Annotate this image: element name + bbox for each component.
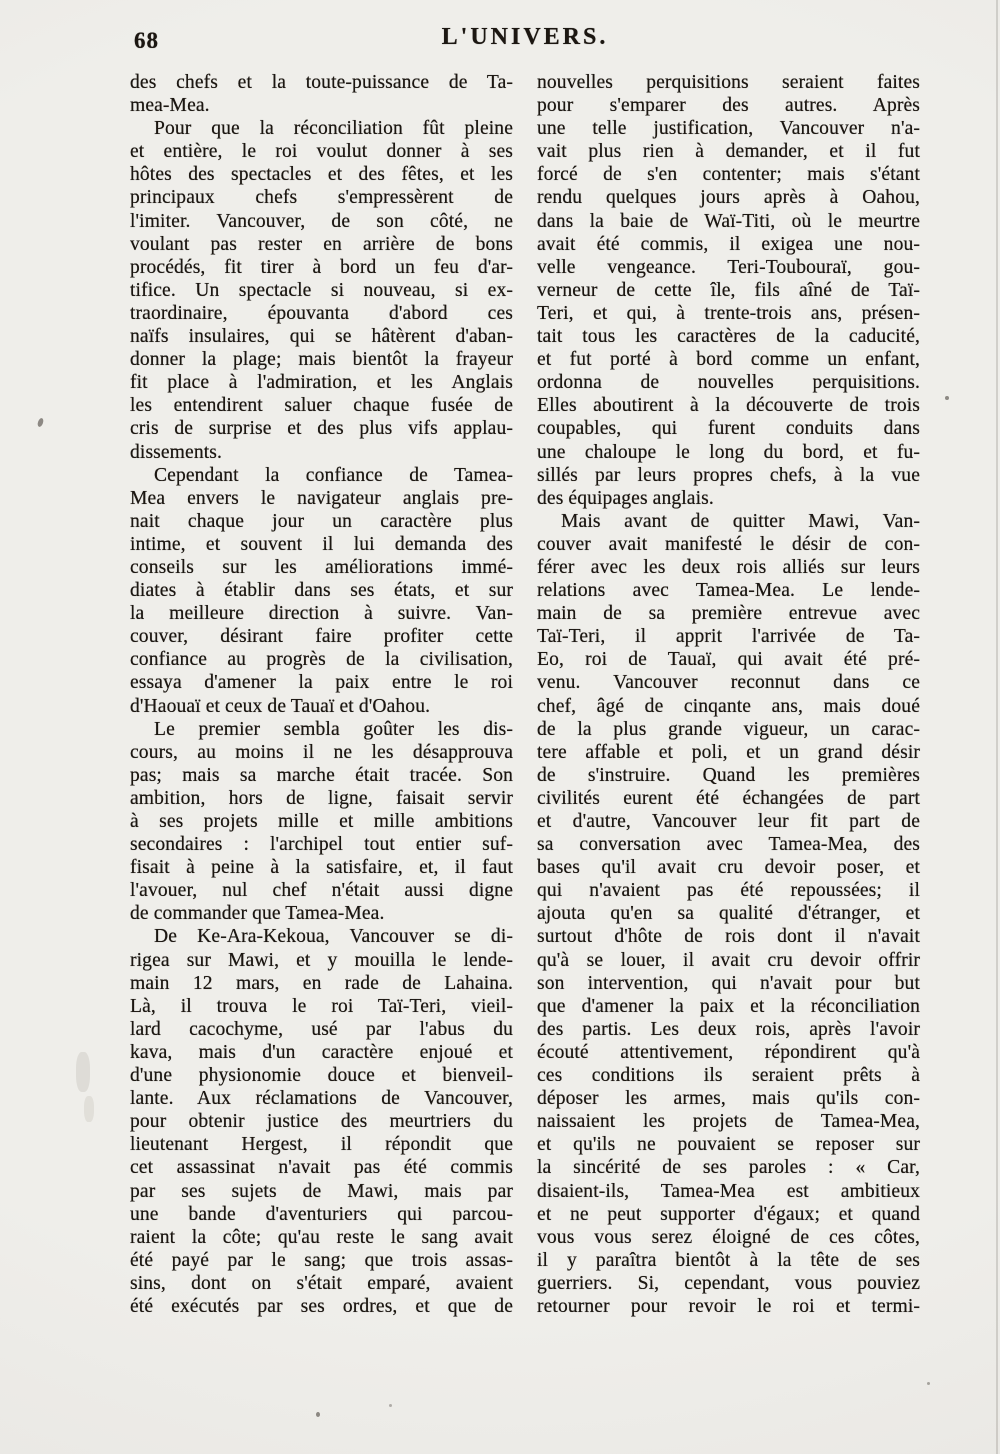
- left-column: [130, 71, 513, 1318]
- text-line: mea-Mea.: [130, 95, 210, 117]
- text-line: dissements.: [130, 441, 222, 463]
- text-line: par ses sujets de Mawi, mais par: [130, 1180, 513, 1202]
- text-line: principaux chefs s'empressèrent de: [130, 187, 513, 209]
- page-number: 68: [134, 28, 159, 53]
- text-line: surtout d'hôte de rois dont il n'avait: [537, 926, 920, 948]
- text-line: lieutenant Hergest, il répondit que: [130, 1134, 513, 1156]
- text-line: tait tous les caractères de la caducité,: [537, 326, 920, 348]
- text-line: des partis. Les deux rois, après l'avoir: [537, 1018, 920, 1040]
- text-line: fit place à l'admiration, et les Anglais: [130, 372, 513, 394]
- text-line: la sincérité de ses paroles : « Car,: [537, 1157, 920, 1179]
- text-line: voulant pas rester en arrière de bons: [130, 233, 513, 255]
- text-line: l'imiter. Vancouver, de son côté, ne: [130, 210, 513, 232]
- text-line: Mais avant de quitter Mawi, Van-: [561, 510, 920, 532]
- text-line: rigea sur Mawi, et y mouilla le lende-: [130, 949, 513, 971]
- text-line: cours, au moins il ne les désapprouva: [130, 741, 513, 763]
- text-line: Elles aboutirent à la découverte de trois: [537, 395, 920, 417]
- text-line: cris de surprise et des plus vifs applau-: [130, 418, 513, 440]
- text-line: rendu quelques jours après à Oahou,: [537, 187, 920, 209]
- text-line: tifice. Un spectacle si nouveau, si ex-: [130, 279, 513, 301]
- text-line: écouté attentivement, répondirent qu'à: [537, 1041, 920, 1063]
- text-line: naissaient les projets de Tamea-Mea,: [537, 1111, 920, 1133]
- text-line: naïfs insulaires, qui se hâtèrent d'aban-: [130, 326, 513, 348]
- text-line: et fut porté à bord comme un enfant,: [537, 349, 920, 371]
- scan-speck: [927, 1382, 930, 1385]
- text-line: d'une physionomie douce et bienveil-: [130, 1065, 513, 1087]
- scan-speck: [389, 1404, 392, 1407]
- text-line: guerriers. Si, cependant, vous pouviez: [537, 1272, 920, 1294]
- text-line: vait plus rien à demander, et il fut: [537, 141, 920, 163]
- text-line: main 12 mars, en rade de Lahaina.: [130, 972, 513, 994]
- text-line: sillés par leurs propres chefs, à la vue: [537, 464, 920, 486]
- running-title: L'UNIVERS.: [441, 24, 609, 50]
- scan-smudge: [76, 1052, 90, 1092]
- text-line: une chaloupe le long du bord, et fu-: [537, 441, 920, 463]
- text-line: pour s'emparer des autres. Après: [537, 95, 920, 117]
- text-line: ajouta qu'en sa qualité d'étranger, et: [537, 903, 920, 925]
- text-line: été exécutés par ses ordres, et que de: [130, 1295, 513, 1317]
- text-line: que d'amener la paix et la réconciliation: [537, 995, 920, 1017]
- page-header: [130, 24, 920, 60]
- text-line: qu'à se louer, il avait cru devoir offrir: [537, 949, 920, 971]
- text-line: des équipages anglais.: [537, 487, 714, 509]
- text-line: Mea envers le navigateur anglais pre-: [130, 487, 513, 509]
- text-line: donner la plage; mais bientôt la frayeur: [130, 349, 513, 371]
- text-line: ordonna de nouvelles perquisitions.: [537, 372, 920, 394]
- text-line: vous vous serez éloigné de ces côtes,: [537, 1226, 920, 1248]
- text-line: et entière, le roi voulut donner à ses: [130, 141, 513, 163]
- text-line: été payé par le sang; que trois assas-: [130, 1249, 513, 1271]
- scan-edge-line: [996, 0, 998, 1454]
- text-line: main de sa première entrevue avec: [537, 603, 920, 625]
- text-line: déposer les armes, mais qu'ils con-: [537, 1088, 920, 1110]
- text-line: hôtes des spectacles et des fêtes, et les: [130, 164, 513, 186]
- text-line: et d'autre, Vancouver leur fit part de: [537, 811, 920, 832]
- text-line: coupables, qui furent conduits dans: [537, 418, 920, 440]
- text-line: de la plus grande vigueur, un carac-: [537, 718, 920, 740]
- text-line: à ses projets mille et mille ambitions: [130, 811, 513, 832]
- text-line: pour obtenir justice des meurtriers du: [130, 1111, 513, 1133]
- text-line: nait chaque jour un caractère plus: [130, 510, 513, 532]
- text-line: Eo, roi de Tauaï, qui avait été pré-: [537, 649, 920, 671]
- text-line: relations avec Tamea-Mea. Le lende-: [537, 580, 920, 602]
- text-line: des chefs et la toute-puissance de Ta-: [130, 72, 513, 93]
- text-line: venu. Vancouver reconnut dans ce: [537, 672, 920, 694]
- right-column: [537, 71, 920, 1318]
- text-line: tere affable et poli, et un grand désir: [537, 741, 920, 763]
- text-line: une telle justification, Vancouver n'a-: [537, 118, 920, 140]
- text-line: bases qu'il avait cru devoir poser, et: [537, 857, 920, 879]
- text-line: Là, il trouva le roi Taï-Teri, vieil-: [130, 995, 513, 1017]
- scan-smudge: [84, 1096, 94, 1122]
- text-line: essaya d'amener la paix entre le roi: [130, 672, 513, 694]
- text-line: De Ke-Ara-Kekoua, Vancouver se di-: [154, 926, 513, 948]
- text-line: procédés, fit tirer à bord un feu d'ar-: [130, 256, 513, 278]
- scan-speck: [945, 396, 949, 400]
- text-line: et qu'ils ne pouvaient se reposer sur: [537, 1134, 920, 1156]
- text-line: lante. Aux réclamations de Vancouver,: [130, 1088, 513, 1110]
- text-line: verneur de cette île, fils aîné de Taï-: [537, 279, 920, 301]
- text-line: de commander que Tamea-Mea.: [130, 903, 385, 925]
- text-line: confiance au progrès de la civilisation,: [130, 649, 513, 671]
- text-line: pas; mais sa marche était tracée. Son: [130, 764, 513, 786]
- text-line: d'Haouaï et ceux de Tauaï et d'Oahou.: [130, 695, 431, 717]
- text-line: civilités eurent été échangées de part: [537, 787, 920, 809]
- text-line: les entendirent saluer chaque fusée de: [130, 395, 513, 417]
- text-line: sa conversation avec Tamea-Mea, des: [537, 834, 920, 856]
- text-line: conseils sur les améliorations immé-: [130, 556, 513, 578]
- text-line: Pour que la réconciliation fût pleine: [154, 118, 513, 140]
- text-line: de s'instruire. Quand les premières: [537, 764, 920, 786]
- text-line: Le premier sembla goûter les dis-: [154, 718, 513, 740]
- text-line: Cependant la confiance de Tamea-: [154, 464, 513, 486]
- text-line: couver avait manifesté le désir de con-: [537, 533, 920, 555]
- text-line: férer avec les deux rois alliés sur leurs: [537, 556, 920, 578]
- text-line: traordinaire, épouvanta d'abord ces: [130, 302, 513, 324]
- text-line: Teri, et qui, à trente-trois ans, présen-: [537, 302, 920, 324]
- text-line: fisait à peine à la satisfaire, et, il faut: [130, 857, 513, 879]
- text-line: sins, dont on s'était emparé, avaient: [130, 1272, 513, 1294]
- text-line: dans la baie de Waï-Titi, où le meurtre: [537, 210, 920, 232]
- text-line: diates à établir dans ses états, et sur: [130, 580, 513, 602]
- text-line: disaient-ils, Tamea-Mea est ambitieux: [537, 1180, 920, 1202]
- text-line: velle vengeance. Teri-Toubouraï, gou-: [537, 256, 920, 278]
- scan-speck: [37, 417, 45, 427]
- text-line: Taï-Teri, il apprit l'arrivée de Ta-: [537, 626, 920, 648]
- text-columns: [130, 71, 920, 1318]
- text-line: l'avouer, nul chef n'était aussi digne: [130, 880, 513, 902]
- text-line: qui n'avaient pas été repoussées; il: [537, 880, 920, 902]
- text-line: la meilleure direction à suivre. Van-: [130, 603, 513, 625]
- text-line: raient la côte; qu'au reste le sang avait: [130, 1226, 513, 1248]
- text-line: intime, et souvent il lui demanda des: [130, 533, 513, 555]
- text-line: ambition, hors de ligne, faisait servir: [130, 787, 513, 809]
- text-line: et ne peut supporter d'égaux; et quand: [537, 1203, 920, 1225]
- text-line: nouvelles perquisitions seraient faites: [537, 72, 920, 93]
- text-line: kava, mais d'un caractère enjoué et: [130, 1041, 513, 1063]
- text-line: couver, désirant faire profiter cette: [130, 626, 513, 648]
- text-line: lard cacochyme, usé par l'abus du: [130, 1018, 513, 1040]
- text-line: il y paraîtra bientôt à la tête de ses: [537, 1249, 920, 1271]
- text-line: forcé de s'en contenter; mais s'étant: [537, 164, 920, 186]
- text-line: avait été commis, il exigea une nou-: [537, 233, 920, 255]
- text-line: ces conditions ils seraient prêts à: [537, 1065, 920, 1087]
- text-line: chef, âgé de cinqante ans, mais doué: [537, 695, 920, 717]
- text-line: cet assassinat n'avait pas été commis: [130, 1157, 513, 1179]
- text-line: une bande d'aventuriers qui parcou-: [130, 1203, 513, 1225]
- scan-speck: [316, 1412, 320, 1417]
- text-line: retourner pour revoir le roi et termi-: [537, 1295, 920, 1317]
- text-line: secondaires : l'archipel tout entier suf-: [130, 834, 513, 856]
- text-line: son intervention, qui n'avait pour but: [537, 972, 920, 994]
